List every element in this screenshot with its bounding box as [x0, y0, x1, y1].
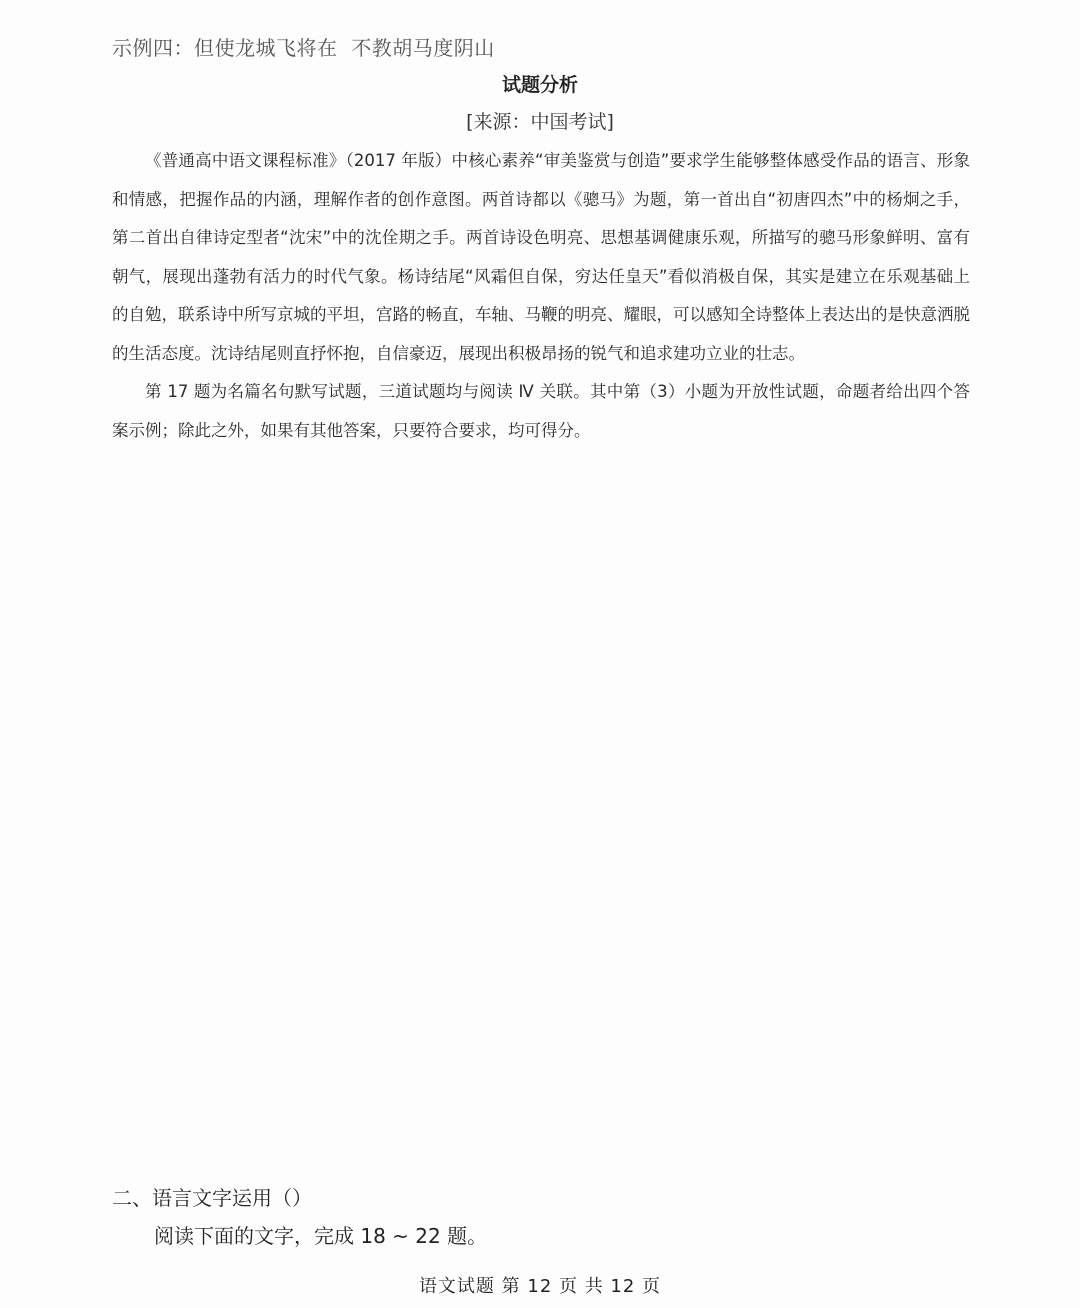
analysis-paragraph: 第 17 题为名篇名句默写试题，三道试题均与阅读 Ⅳ 关联。其中第（3）小题为开放性试题，命题者给出四个答案示例；除此之外，如果有其他答案，只要符合要求，均可得分。: [112, 382, 970, 440]
source-note: [来源：中国考试]: [466, 111, 614, 133]
analysis-paragraph: 《普通高中语文课程标准》（2017 年版）中核心素养“审美鉴赏与创造”要求学生能够整体感受作品的语言、形象和情感，把握作品的内涵，理解作者的创作意图。两首诗都以《骢马》为题，第一首出自“初唐四杰”中的杨炯之手，第二首出自律诗定型者“沈宋”中的沈佺期之手。两首诗设色明亮、思想基调健康乐观，所描写的骢马形象鲜明、富有朝气，展现出蓬勃有活力的时代气象。杨诗结尾“风霜但自保，穷达任皇天”看似消极自保，其实是建立在乐观基础上的自勉，联系诗中所写京城的平坦，宫路的畅直，车轴、马鞭的明亮、耀眼，可以感知全诗整体上表达出的是快意洒脱的生活态度。沈诗结尾则直抒怀抱，自信豪迈，展现出积极昂扬的锐气和追求建功立业的壮志。: [112, 151, 970, 363]
page-footer: 语文试题 第 12 页 共 12 页: [418, 1276, 662, 1297]
section-title: 试题分析: [501, 74, 578, 96]
section-instruction: 阅读下面的文字，完成 18 ~ 22 题。: [154, 1224, 488, 1248]
analysis-body: [112, 142, 970, 450]
section-heading: 二、语言文字运用（）: [112, 1186, 312, 1210]
answer-example-line: 示例四：但使龙城飞将在 不教胡马度阴山: [112, 36, 495, 60]
